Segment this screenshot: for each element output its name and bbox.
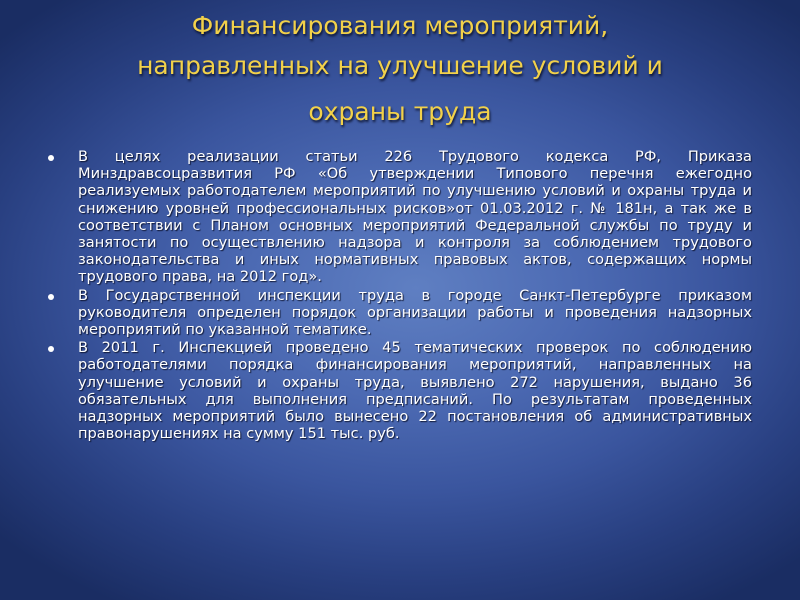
bullet-dot-icon bbox=[48, 155, 54, 161]
bullet-text-2: В Государственной инспекции труда в городе Санкт-Петербурге приказом руководителя определен порядок организации работы и проведения надзорных мероприятий по указанной тематике. bbox=[78, 286, 752, 339]
bullet-text-1: В целях реализации статьи 226 Трудового кодекса РФ, Приказа Минздравсоцразвития РФ «Об утверждении Типового перечня ежегодно реализуемых работодателем мероприятий по улучшению условий и охраны труда и снижению уровней профессиональных рисков»от 01.03.2012 г. № 181н, а так же в соответствии с Планом основных мероприятий Федеральной службы по труду и занятости по осуществлению надзора и контроля за соблюдением трудового законодательства и иных нормативных правовых актов, содержащих нормы трудового права, на 2012 год». bbox=[78, 148, 752, 286]
bullet-dot-icon bbox=[48, 294, 54, 300]
bullet-text-3: В 2011 г. Инспекцией проведено 45 тематических проверок по соблюдению работодателями порядка финансирования мероприятий, направленных на улучшение условий и охраны труда, выявлено 272 нарушения, выдано 36 обязательных для выполнения предписаний. По результатам проведенных надзорных мероприятий было вынесено 22 постановления об административных правонарушениях на сумму 151 тыс. руб. bbox=[78, 339, 752, 443]
bullet-list bbox=[40, 148, 752, 442]
bullet-item-3 bbox=[40, 339, 752, 442]
title-line-3: охраны труда bbox=[308, 97, 492, 126]
bullet-item-2 bbox=[40, 287, 752, 339]
title-line-2: направленных на улучшение условий и bbox=[137, 51, 663, 80]
title-line-1: Финансирования мероприятий, bbox=[191, 11, 609, 40]
bullet-item-1 bbox=[40, 148, 752, 286]
slide-title bbox=[40, 6, 760, 132]
bullet-dot-icon bbox=[48, 346, 54, 352]
